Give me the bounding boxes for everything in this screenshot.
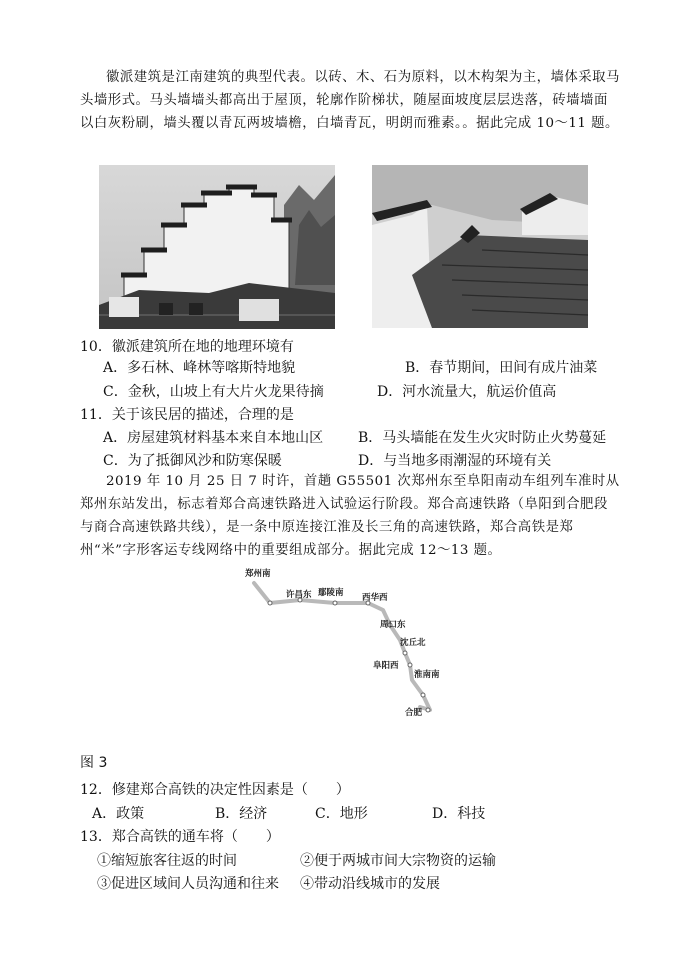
huipai-roof-photo-right [372, 165, 588, 328]
station-dots [268, 598, 430, 712]
question-10-stem: 10．徽派建筑所在地的地理环境有 [80, 339, 294, 355]
question-11-option-a: A．房屋建筑材料基本来自本地山区 [103, 430, 324, 446]
huipai-building-photo-left [99, 165, 335, 329]
station-zhoukou-east: 周口东 [380, 620, 406, 630]
question-11-option-c: C．为了抵御风沙和防寒保暖 [103, 453, 282, 469]
figure-caption: 图 3 [80, 755, 108, 771]
question-11-option-d: D．与当地多雨潮湿的环境有关 [358, 453, 552, 469]
station-fuyang-west: 阜阳西 [373, 661, 399, 671]
zhenghe-railway-map [240, 565, 460, 725]
question-12-option-c: C．地形 [315, 806, 368, 822]
question-13-option-1: ①缩短旅客往返的时间 [97, 853, 237, 869]
question-10-option-b: B．春节期间，田间有成片油菜 [405, 360, 598, 376]
question-10-option-a: A．多石林、峰林等喀斯特地貌 [103, 360, 296, 376]
question-13-option-2: ②便于两城市间大宗物资的运输 [300, 853, 496, 869]
station-zhengzhou-south: 郑州南 [245, 569, 271, 579]
station-xihua-west: 西华西 [362, 593, 388, 603]
question-11-stem: 11．关于该民居的描述，合理的是 [80, 407, 294, 423]
station-hefei: 合肥 [405, 708, 423, 718]
station-xuchang-east: 许昌东 [286, 590, 312, 600]
question-12-stem: 12．修建郑合高铁的决定性因素是（ ） [80, 782, 350, 798]
question-13-stem: 13．郑合高铁的通车将（ ） [80, 829, 280, 845]
station-huainan-south: 淮南南 [414, 670, 440, 680]
question-12-option-d: D．科技 [432, 806, 486, 822]
question-10-option-d: D．河水流量大，航运价值高 [377, 384, 557, 400]
station-shenqiu-north: 沈丘北 [400, 638, 426, 648]
question-12-option-a: A．政策 [92, 806, 145, 822]
question-13-option-3: ③促进区域间人员沟通和往来 [97, 876, 279, 892]
intro-paragraph-zhenghe-railway: 2019 年 10 月 25 日 7 时许，首趟 G55501 次郑州东至阜阳南动车组列车准时从郑州东站发出，标志着郑合高速铁路进入试验运行阶段。郑合高速铁路（阜阳到合肥段与商合高速铁路共线），是一条中原连接江淮及长三角的高速铁路，郑合高铁是郑州“米”字形客运专线网络中的重要组成部分。据此完成 12～13 题。 [80, 474, 620, 558]
intro-paragraph-huipai: 徽派建筑是江南建筑的典型代表。以砖、木、石为原料，以木构架为主，墙体采取马头墙形式。马头墙墙头都高出于屋顶，轮廓作阶梯状，随屋面坡度层层迭落，砖墙墙面以白灰粉刷，墙头覆以青瓦两坡墙檐，白墙青瓦，明朗而雅素。。据此完成 10～11 题。 [80, 70, 620, 131]
station-yanling-south: 鄢陵南 [318, 588, 344, 598]
question-11-option-b: B．马头墙能在发生火灾时防止火势蔓延 [358, 430, 607, 446]
question-10-option-c: C．金秋，山坡上有大片火龙果待摘 [103, 384, 324, 400]
question-12-option-b: B．经济 [215, 806, 268, 822]
question-13-option-4: ④带动沿线城市的发展 [300, 876, 440, 892]
